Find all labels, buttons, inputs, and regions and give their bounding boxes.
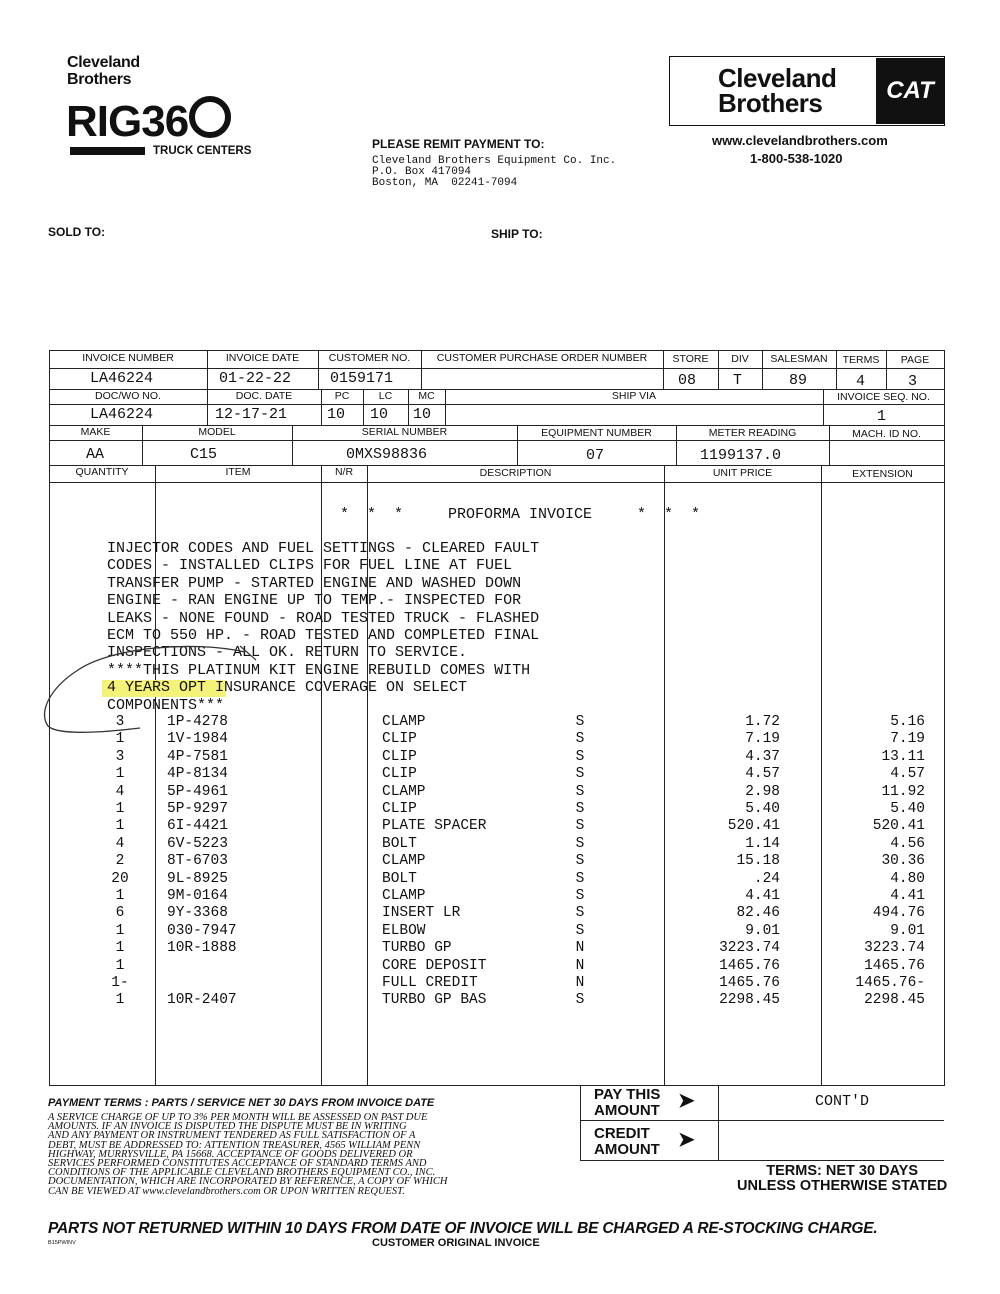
item-unit-price: 4.37 — [745, 748, 780, 765]
item-description: ELBOW — [382, 922, 426, 939]
item-nr-code: S — [575, 731, 585, 748]
item-quantity: 1 — [115, 940, 125, 957]
item-extension: 5.40 — [890, 801, 925, 817]
item-nr-code: S — [575, 835, 585, 852]
mach-id-header: MACH. ID NO. — [852, 428, 921, 440]
quantity-header: QUANTITY — [75, 466, 129, 478]
description-line: CODES - INSTALLED CLIPS FOR FUEL LINE AT FUEL — [107, 557, 513, 575]
extension-header: EXTENSION — [852, 468, 913, 480]
invoice-seq-value: 1 — [877, 408, 887, 425]
item-unit-price: 4.41 — [745, 888, 780, 904]
description-line: INJECTOR CODES AND FUEL SETTINGS - CLEARED FAULT — [107, 540, 540, 557]
equipment-number-header: EQUIPMENT NUMBER — [541, 427, 652, 439]
cpo-number-header: CUSTOMER PURCHASE ORDER NUMBER — [436, 352, 648, 364]
item-quantity: 1 — [115, 888, 125, 904]
item-number: 10R-1888 — [167, 940, 237, 957]
payment-terms-line: HIGHWAY, MURRYSVILLE, PA 15668. ACCEPTANCE OF GOODS DELIVERED OR — [48, 1148, 413, 1160]
item-extension: 11.92 — [881, 783, 925, 800]
payment-terms-line: AMOUNTS. IF AN INVOICE IS DISPUTED THE DISPUTE MUST BE IN WRITING — [48, 1121, 407, 1133]
make-value: AA — [86, 446, 105, 463]
grid-line — [49, 368, 944, 369]
item-number: 9M-0164 — [167, 888, 228, 904]
item-nr-code: S — [575, 905, 585, 922]
item-extension: 4.56 — [890, 835, 925, 852]
invoice-date-header: INVOICE DATE — [225, 352, 300, 364]
item-description: TURBO GP BAS — [382, 992, 487, 1009]
item-quantity: 1 — [115, 766, 125, 783]
rig360-logo — [66, 96, 231, 145]
item-unit-price: 9.01 — [745, 922, 780, 939]
payment-terms-line: DOCUMENTATION, WHICH ARE INCORPORATED BY REFERENCE, A COPY OF WHICH — [48, 1176, 448, 1188]
remit-line3: Boston, MA 02241-7094 — [372, 177, 518, 189]
item-nr-code: N — [575, 957, 585, 974]
doc-date-header: DOC. DATE — [235, 390, 293, 402]
doc-wo-no-header: DOC/WO NO. — [95, 390, 161, 402]
item-description: CORE DEPOSIT — [382, 957, 487, 974]
item-unit-price: 1.72 — [745, 714, 780, 730]
terms-line2: UNLESS OTHERWISE STATED — [737, 1178, 948, 1194]
item-extension: 7.19 — [890, 731, 925, 748]
div-header: DIV — [731, 353, 749, 365]
item-number: 030-7947 — [167, 922, 237, 939]
lc-value: 10 — [370, 406, 389, 423]
item-nr-code: S — [575, 818, 585, 835]
item-unit-price: 4.57 — [745, 766, 780, 783]
terms-net-30 — [737, 1164, 947, 1194]
item-extension: 30.36 — [881, 853, 925, 870]
description-line: LEAKS - NONE FOUND - ROAD TESTED TRUCK - FLASHED — [107, 609, 540, 627]
item-description: INSERT LR — [382, 905, 461, 922]
item-description: CLAMP — [382, 714, 426, 730]
store-header: STORE — [672, 353, 709, 365]
item-unit-price: 1465.76 — [719, 957, 780, 974]
grid-line — [664, 465, 665, 1085]
credit-line2: AMOUNT — [594, 1141, 660, 1158]
item-unit-price: 1465.76 — [719, 975, 780, 991]
remit-line2: P.O. Box 417094 — [372, 166, 472, 178]
item-quantity: 1- — [111, 975, 129, 991]
item-description: BOLT — [382, 870, 417, 887]
box-border — [580, 1120, 944, 1121]
item-extension: 2298.45 — [864, 992, 925, 1009]
item-unit-price: 15.18 — [736, 853, 780, 870]
payment-terms-line: CONDITIONS OF THE APPLICABLE CLEVELAND BROTHERS EQUIPMENT CO., INC. — [48, 1167, 436, 1179]
item-description: TURBO GP — [382, 940, 452, 957]
description-line: COMPONENTS*** — [107, 696, 225, 714]
restocking-notice: PARTS NOT RETURNED WITHIN 10 DAYS FROM DATE OF INVOICE WILL BE CHARGED A RE-STOCKING CHARGE. — [48, 1220, 878, 1237]
item-unit-price: 520.41 — [727, 818, 780, 835]
box-border — [580, 1160, 944, 1161]
credit-line1: CREDIT — [594, 1125, 650, 1142]
item-unit-price: 3223.74 — [719, 940, 780, 957]
description-line: ECM TO 550 HP. - ROAD TESTED AND COMPLETED FINAL — [107, 627, 540, 645]
item-unit-price: 5.40 — [745, 801, 780, 817]
cb-small-line1: Cleveland — [67, 54, 140, 71]
item-extension: 1465.76- — [855, 975, 925, 991]
item-quantity: 3 — [115, 714, 125, 730]
item-description: CLIP — [382, 748, 417, 765]
item-quantity: 1 — [115, 801, 125, 817]
grid-line — [49, 482, 944, 483]
item-quantity: 20 — [111, 870, 129, 887]
lc-header: LC — [378, 390, 393, 402]
item-nr-code: S — [575, 992, 585, 1009]
unit-price-header: UNIT PRICE — [712, 467, 773, 479]
rig-zero-icon — [189, 96, 231, 138]
payment-terms-line: DEBT, MUST BE ADDRESSED TO: ATTENTION TREASURER, 4565 WILLIAM PENN — [48, 1139, 421, 1151]
item-quantity: 4 — [115, 783, 125, 800]
serial-number-value: 0MXS98836 — [346, 446, 428, 463]
payment-terms-line: CAN BE VIEWED AT www.clevelandbrothers.com OR UPON WRITTEN REQUEST. — [48, 1185, 405, 1197]
model-header: MODEL — [198, 426, 236, 438]
item-extension: 3223.74 — [864, 940, 925, 957]
item-quantity: 1 — [115, 992, 125, 1009]
make-header: MAKE — [80, 426, 111, 438]
item-quantity: 3 — [115, 748, 125, 765]
sold-to-label: SOLD TO: — [48, 225, 106, 239]
doc-wo-no-value: LA46224 — [90, 406, 154, 423]
table-border — [49, 350, 944, 351]
description-line: ****THIS PLATINUM KIT ENGINE REBUILD COMES WITH — [107, 661, 531, 679]
description-line: 4 YEARS OPT INSURANCE COVERAGE ON SELECT — [107, 679, 468, 697]
mc-header: MC — [418, 390, 435, 402]
item-quantity: 1 — [115, 731, 125, 748]
item-nr-code: S — [575, 870, 585, 887]
cat-logo: CAT — [876, 58, 944, 124]
item-extension: 5.16 — [890, 714, 925, 730]
grid-line — [49, 404, 944, 405]
item-unit-price: .24 — [753, 870, 780, 887]
item-extension: 9.01 — [890, 922, 925, 939]
item-extension: 520.41 — [872, 818, 925, 835]
terms-value: 4 — [856, 373, 866, 390]
item-number: 1P-4278 — [167, 714, 228, 730]
item-number: 5P-4961 — [167, 783, 228, 800]
payment-terms-line: SERVICES PERFORMED CONSTITUTES ACCEPTANCE OF STANDARD TERMS AND — [48, 1158, 427, 1170]
meter-reading-header: METER READING — [708, 427, 797, 439]
item-nr-code: S — [575, 888, 585, 904]
nr-header: N/R — [334, 466, 354, 478]
item-description: CLIP — [382, 801, 417, 817]
pay-this-line2: AMOUNT — [594, 1102, 660, 1119]
ship-to-label: SHIP TO: — [491, 227, 543, 241]
arrow-right-icon: ➤ — [678, 1129, 695, 1151]
item-description: CLIP — [382, 766, 417, 783]
item-number: 4P-7581 — [167, 748, 228, 765]
description-line: TRANSFER PUMP - STARTED ENGINE AND WASHED DOWN — [107, 574, 522, 592]
item-quantity: 1 — [115, 818, 125, 835]
pc-header: PC — [334, 390, 350, 402]
terms-line1: TERMS: NET 30 DAYS — [766, 1163, 918, 1179]
page-header: PAGE — [900, 354, 930, 366]
item-nr-code: S — [575, 714, 585, 730]
phone-number: 1-800-538-1020 — [750, 151, 843, 166]
salesman-header: SALESMAN — [770, 353, 828, 365]
item-number: 5P-9297 — [167, 801, 228, 817]
remit-title: PLEASE REMIT PAYMENT TO: — [372, 137, 545, 151]
arrow-right-icon: ➤ — [678, 1090, 695, 1112]
item-nr-code: S — [575, 783, 585, 800]
table-border — [944, 350, 945, 1086]
item-quantity: 1 — [115, 957, 125, 974]
box-border — [718, 1085, 719, 1160]
item-extension: 4.41 — [890, 888, 925, 904]
mc-value: 10 — [413, 406, 432, 423]
pay-this-line1: PAY THIS — [594, 1086, 661, 1103]
item-number: 6V-5223 — [167, 835, 228, 852]
invoice-number-header: INVOICE NUMBER — [82, 352, 174, 364]
item-nr-code: N — [575, 975, 585, 991]
item-description: PLATE SPACER — [382, 818, 487, 835]
remit-line1: Cleveland Brothers Equipment Co. Inc. — [372, 155, 617, 167]
item-description: CLAMP — [382, 783, 426, 800]
description-line: INSPECTIONS - ALL OK. RETURN TO SERVICE. — [107, 644, 468, 662]
item-nr-code: S — [575, 748, 585, 765]
item-extension: 13.11 — [881, 748, 925, 765]
item-nr-code: S — [575, 922, 585, 939]
item-nr-code: S — [575, 853, 585, 870]
model-value: C15 — [190, 446, 218, 463]
item-extension: 494.76 — [872, 905, 925, 922]
item-extension: 4.57 — [890, 766, 925, 783]
customer-original-label: CUSTOMER ORIGINAL INVOICE — [372, 1237, 540, 1249]
equipment-number-value: 07 — [586, 447, 605, 464]
item-description: BOLT — [382, 835, 417, 852]
item-quantity: 2 — [115, 853, 125, 870]
ship-via-header: SHIP VIA — [611, 390, 657, 402]
customer-no-header: CUSTOMER NO. — [328, 352, 411, 364]
item-number: 10R-2407 — [167, 992, 237, 1009]
item-unit-price: 82.46 — [736, 905, 780, 922]
item-nr-code: N — [575, 940, 585, 957]
form-code: B15PWINV — [48, 1240, 76, 1246]
cb-large-line1: Cleveland — [718, 63, 837, 93]
cb-small-line2: Brothers — [67, 71, 132, 88]
item-number: 9Y-3368 — [167, 905, 228, 922]
item-number: 8T-6703 — [167, 853, 228, 870]
item-nr-code: S — [575, 766, 585, 783]
item-description: FULL CREDIT — [382, 975, 478, 991]
item-unit-price: 2298.45 — [719, 992, 780, 1009]
page-value: 3 — [908, 373, 918, 390]
item-description: CLIP — [382, 731, 417, 748]
credit-amount-label — [594, 1126, 660, 1158]
customer-no-value: 0159171 — [330, 370, 394, 387]
payment-terms-line: A SERVICE CHARGE OF UP TO 3% PER MONTH WILL BE ASSESSED ON PAST DUE — [48, 1112, 428, 1123]
cleveland-brothers-large-logo — [718, 63, 837, 118]
payment-terms-line: AND ANY PAYMENT OR INSTRUMENT TENDERED AS FULL SATISFACTION OF A — [48, 1130, 416, 1142]
item-description: CLAMP — [382, 888, 426, 904]
invoice-seq-header: INVOICE SEQ. NO. — [837, 391, 930, 403]
item-extension: 4.80 — [890, 870, 925, 887]
pay-this-amount-label — [594, 1087, 660, 1119]
meter-reading-value: 1199137.0 — [700, 447, 782, 464]
description-line: ENGINE - RAN ENGINE UP TO TEMP.- INSPECTED FOR — [107, 592, 522, 610]
item-description: CLAMP — [382, 853, 426, 870]
item-number: 6I-4421 — [167, 818, 228, 835]
item-number: 1V-1984 — [167, 731, 228, 748]
terms-header: TERMS — [842, 354, 880, 366]
box-border — [580, 1085, 581, 1160]
payment-terms-body — [48, 1113, 447, 1196]
salesman-value: 89 — [789, 372, 808, 389]
proforma-title: * * * PROFORMA INVOICE * * * — [340, 506, 701, 523]
invoice-date-value: 01-22-22 — [219, 370, 292, 387]
item-unit-price: 1.14 — [745, 835, 780, 852]
truck-centers-label: TRUCK CENTERS — [153, 145, 252, 157]
description-header: DESCRIPTION — [479, 467, 552, 479]
grid-line — [49, 440, 944, 441]
remit-address — [372, 156, 616, 189]
serial-number-header: SERIAL NUMBER — [361, 426, 448, 438]
item-unit-price: 7.19 — [745, 731, 780, 748]
invoice-number-value: LA46224 — [90, 370, 154, 387]
cb-large-line2: Brothers — [718, 88, 823, 118]
item-unit-price: 2.98 — [745, 783, 780, 800]
item-number: 4P-8134 — [167, 766, 228, 783]
continued-label: CONT'D — [815, 1093, 870, 1110]
item-quantity: 4 — [115, 835, 125, 852]
cleveland-brothers-small-logo — [67, 54, 140, 88]
item-nr-code: S — [575, 801, 585, 817]
item-header: ITEM — [225, 466, 251, 478]
rig-bar-decoration — [70, 147, 145, 155]
payment-terms-heading: PAYMENT TERMS : PARTS / SERVICE NET 30 DAYS FROM INVOICE DATE — [48, 1097, 435, 1109]
rig-text: RIG36 — [66, 97, 189, 146]
item-quantity: 1 — [115, 922, 125, 939]
item-extension: 1465.76 — [864, 957, 925, 974]
store-value: 08 — [678, 372, 697, 389]
pc-value: 10 — [327, 406, 346, 423]
item-number: 9L-8925 — [167, 870, 228, 887]
doc-date-value: 12-17-21 — [215, 406, 288, 423]
website-link[interactable]: www.clevelandbrothers.com — [712, 133, 888, 148]
div-value: T — [733, 372, 743, 389]
item-quantity: 6 — [115, 905, 125, 922]
